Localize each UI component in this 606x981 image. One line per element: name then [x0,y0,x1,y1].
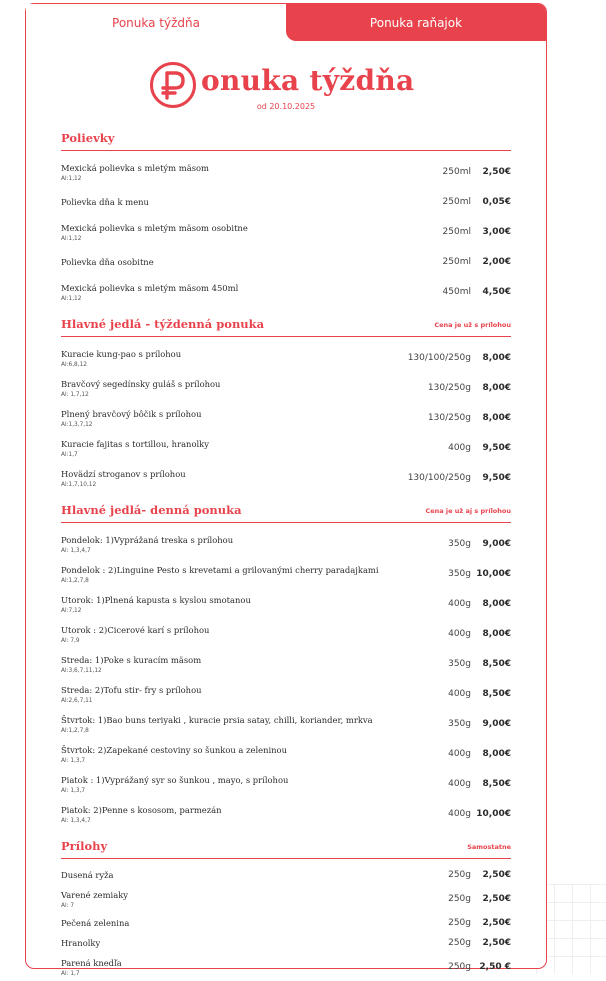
menu-item-portion: 250ml [442,197,471,207]
menu-item-price: 9,00€ [482,719,511,729]
menu-item-name: Dusená ryža [61,870,114,881]
menu-item-name: Mexická polievka s mletým mäsom 450ml [61,282,239,293]
menu-item-price: 10,00€ [476,809,511,819]
menu-item-price: 8,00€ [482,353,511,363]
menu-item-text [61,715,373,734]
menu-item-name: Pondelok: 1)Vyprážaná treska s prílohou [61,534,234,545]
menu-item-price: 8,00€ [482,599,511,609]
menu-item-price: 9,00€ [482,539,511,549]
valid-from-date: od 20.10.2025 [256,102,316,111]
section-note: Cena je už s prílohou [434,321,511,329]
menu-item [61,277,511,307]
menu-item-portion: 250ml [442,167,471,177]
menu-item [61,679,511,709]
menu-item-text [61,805,222,824]
menu-item-name: Štvrtok: 1)Bao buns teriyaki , kuracie prsia satay, chilli, koriander, mrkva [61,714,373,725]
menu-item-allergens: Al: 1,7 [61,970,80,977]
menu-item-portion: 250g [448,962,471,972]
menu-item [61,343,511,373]
menu-item-name: Streda: 2)Tofu stir- fry s prílohou [61,684,202,695]
menu-item-allergens: Al: 1,3,7 [61,787,86,794]
menu-item-portion: 400g [448,749,471,759]
menu-card [25,3,547,977]
menu-item-allergens: Al: 1,3,4,7 [61,817,91,824]
menu-item-price: 9,50€ [482,443,511,453]
menu-item-portion: 250ml [442,227,471,237]
page-title: onuka týždňa [201,64,415,97]
menu-item-portion: 350g [448,569,471,579]
menu-item-text [61,745,287,764]
menu-item-values [443,257,511,267]
menu-item-values [448,569,511,579]
menu-item-portion: 400g [448,689,471,699]
menu-item [61,589,511,619]
menu-item-price: 8,50€ [482,779,511,789]
menu-item-allergens: Al: 7,9 [61,637,80,644]
menu-item-name: Hovädzí stroganov s prílohou [61,468,186,479]
menu-item-portion: 400g [448,599,471,609]
menu-item [61,463,511,493]
menu-item-text [61,469,186,488]
menu-item-name: Piatok : 1)Vyprážaný syr so šunkou , mayo, s prílohou [61,774,289,785]
menu-item-text [61,870,114,880]
menu-item-values [428,383,511,393]
menu-item-values [448,629,511,639]
menu-item-text [61,257,154,267]
menu-item-name: Parená knedľa [61,957,122,968]
tab-weekly-menu[interactable]: Ponuka týždňa [26,4,286,41]
menu-item-values [448,599,511,609]
menu-item-portion: 130/250g [427,413,471,423]
menu-item [61,739,511,769]
menu-section [61,839,511,981]
menu-item-values [448,659,511,669]
menu-item-allergens: Al: 1,3,4,7 [61,547,91,554]
menu-item-allergens: Al:1,2,7,8 [61,577,89,584]
menu-item-allergens: Al:1,2,7,8 [61,727,89,734]
section-header [61,317,511,337]
menu-item-allergens: Al: 1,3,7 [61,757,86,764]
menu-item-values [408,353,511,363]
menu-item-portion: 250g [448,938,471,949]
menu-item-price: 8,50€ [482,689,511,699]
menu-item-price: 2,50€ [482,938,511,949]
menu-item-text [61,595,251,614]
menu-item-price: 8,00€ [482,383,511,393]
section-header [61,503,511,523]
menu-item-text [61,535,233,554]
menu-item-price: 3,00€ [482,227,511,237]
menu-section [61,131,511,307]
menu-item-price: 8,00€ [482,749,511,759]
menu-section [61,503,511,829]
menu-item-values [448,962,511,972]
menu-item-portion: 400g [448,443,471,453]
menu-item-name: Plnený bravčový bôčik s prílohou [61,408,202,419]
menu-item-portion: 250g [448,870,471,881]
section-title: Hlavné jedlá- denná ponuka [61,503,242,517]
menu-item-name: Kuracie fajitas s tortillou, hranolky [61,438,209,449]
menu-item-text [61,439,209,458]
menu-item [61,865,511,886]
menu-item [61,529,511,559]
menu-item-allergens: Al: 7 [61,902,75,909]
menu-item [61,559,511,589]
menu-item-price: 9,50€ [482,473,511,483]
menu-item-price: 8,00€ [482,413,511,423]
menu-item-portion: 130/100/250g [407,353,471,363]
section-title: Prílohy [61,839,108,853]
menu-item [61,649,511,679]
menu-item-portion: 450ml [442,287,471,297]
menu-item-price: 4,50€ [482,287,511,297]
tab-bar [26,4,546,41]
menu-item-name: Mexická polievka s mletým mäsom [61,162,209,173]
menu-item-portion: 250g [448,917,471,928]
menu-item-values [448,539,511,549]
menu-sections [26,131,546,981]
menu-item-portion: 350g [448,539,471,549]
menu-item [61,403,511,433]
menu-item-name: Pondelok : 2)Linguine Pesto s krevetami a grilovanými cherry paradajkami [61,564,379,575]
menu-item-allergens: Al:1,3,7,12 [61,421,93,428]
menu-item-text [61,283,238,302]
menu-section [61,317,511,493]
menu-item-values [448,870,511,880]
menu-item-name: Streda: 1)Poke s kuracím mäsom [61,654,202,665]
menu-header [26,41,546,121]
menu-item-allergens: Al:1,12 [61,235,82,242]
section-header [61,839,511,859]
menu-item [61,799,511,829]
menu-item-text [61,685,202,704]
menu-item [61,187,511,217]
menu-item [61,933,511,954]
menu-item [61,913,511,934]
menu-item-name: Mexická polievka s mletým mäsom osobitne [61,222,248,233]
menu-item-name: Piatok: 2)Penne s kososom, parmezán [61,804,222,815]
menu-item-name: Kuracie kung-pao s prílohou [61,348,182,359]
menu-item-name: Pečená zelenina [61,917,130,928]
menu-item-allergens: Al:1,7,10,12 [61,481,97,488]
menu-item-text [61,197,149,207]
menu-item-name: Utorok: 1)Plnená kapusta s kyslou smotanou [61,594,251,605]
menu-item-price: 8,00€ [482,629,511,639]
menu-item [61,709,511,739]
menu-item [61,886,511,913]
menu-item-name: Varené zemiaky [61,889,129,900]
menu-item-text [61,958,122,977]
menu-item-values [448,809,511,819]
menu-item-text [61,655,201,674]
menu-item-values [408,473,511,483]
menu-item-text [61,565,379,584]
menu-item-allergens: Al:1,7 [61,451,78,458]
menu-item-name: Bravčový segedínsky guláš s prílohou [61,378,221,389]
menu-item [61,619,511,649]
menu-item-name: Hranolky [61,938,101,949]
menu-item-portion: 250g [448,894,471,904]
menu-item-price: 2,50 € [479,962,511,972]
menu-item-values [448,749,511,759]
menu-item-values [443,287,511,297]
menu-item-portion: 350g [448,719,471,729]
menu-item-values [448,894,511,904]
menu-item [61,157,511,187]
menu-item-values [443,167,511,177]
menu-item [61,769,511,799]
menu-item-price: 10,00€ [476,569,511,579]
menu-item-allergens: Al:2,6,7,11 [61,697,93,704]
menu-item-price: 2,50€ [482,167,511,177]
menu-item-text [61,938,100,948]
menu-item-name: Polievka dňa k menu [61,197,149,207]
section-note: Samostatne [467,843,511,851]
menu-item-price: 0,05€ [482,197,511,207]
section-note: Cena je už aj s prílohou [425,507,511,515]
menu-item-values [448,689,511,699]
menu-item-text [61,625,209,644]
menu-item-allergens: Al:6,8,12 [61,361,87,368]
section-title: Hlavné jedlá - týždenná ponuka [61,317,265,331]
menu-item-portion: 400g [448,809,471,819]
menu-item-values [448,779,511,789]
section-title: Polievky [61,131,115,145]
menu-item-name: Polievka dňa osobitne [61,257,154,267]
menu-item-portion: 250ml [442,257,471,267]
menu-item-allergens: Al:7,12 [61,607,82,614]
menu-item-price: 8,50€ [482,659,511,669]
menu-item-allergens: Al:1,12 [61,295,82,302]
menu-item-portion: 130/250g [427,383,471,393]
menu-item-values [448,918,511,928]
menu-item-name: Štvrtok: 2)Zapekané cestoviny so šunkou a zeleninou [61,744,287,755]
menu-item-price: 2,50€ [482,894,511,904]
menu-item-values [443,197,511,207]
menu-item [61,373,511,403]
menu-item-allergens: Al:3,6,7,11,12 [61,667,102,674]
menu-item-allergens: Al: 1,7,12 [61,391,89,398]
menu-item-allergens: Al:1,12 [61,175,82,182]
menu-item [61,217,511,247]
menu-item-text [61,223,248,242]
menu-item-text [61,890,128,909]
menu-item-text [61,775,288,794]
menu-item-portion: 400g [448,629,471,639]
menu-item-portion: 350g [448,659,471,669]
menu-item-price: 2,50€ [482,870,511,881]
menu-item-text [61,409,201,428]
tab-breakfast-menu[interactable]: Ponuka raňajok [286,4,546,41]
menu-item-values [443,227,511,237]
menu-item-text [61,379,220,398]
menu-item-text [61,349,181,368]
menu-item-name: Utorok : 2)Cicerové karí s prílohou [61,624,210,635]
menu-item-text [61,163,209,182]
menu-item [61,954,511,981]
menu-item [61,247,511,277]
menu-item-values [448,719,511,729]
menu-item-values [428,413,511,423]
menu-item-portion: 400g [448,779,471,789]
menu-item-values [448,443,511,453]
menu-item-values [448,938,511,948]
menu-item [61,433,511,463]
section-header [61,131,511,151]
menu-item-text [61,918,129,928]
menu-item-price: 2,00€ [482,257,511,267]
menu-item-price: 2,50€ [482,917,511,928]
menu-item-portion: 130/100/250g [407,473,471,483]
